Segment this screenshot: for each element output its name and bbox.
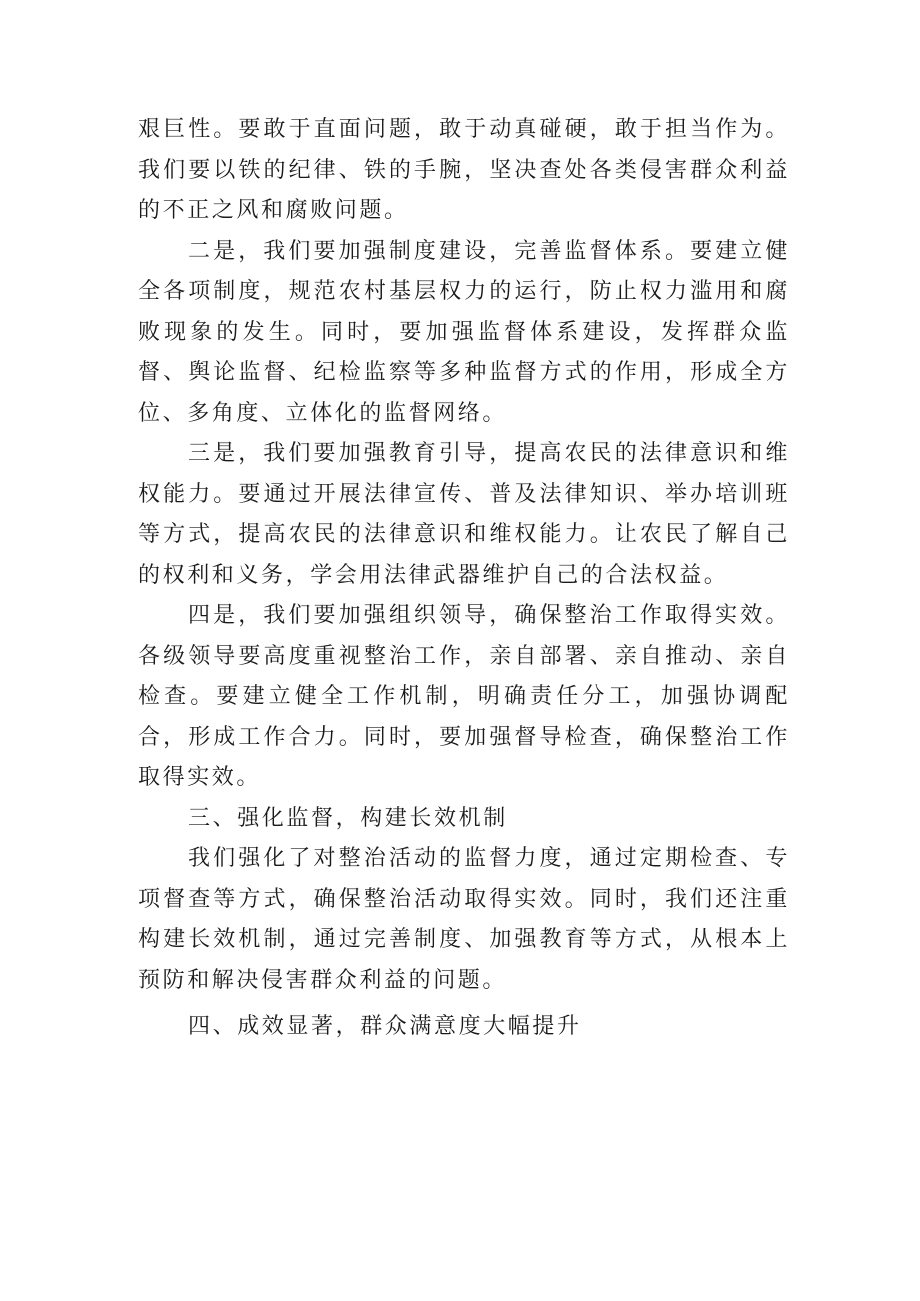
paragraph-point-three: 三是，我们要加强教育引导，提高农民的法律意识和维权能力。要通过开展法律宣传、普及法律知识、举办培训班等方式，提高农民的法律意识和维权能力。让农民了解自己的权利和义务，学会用法律武器维护自己的合法权益。 xyxy=(138,441,790,588)
paragraph-point-two: 二是，我们要加强制度建设，完善监督体系。要建立健全各项制度，规范农村基层权力的运行，防止权力滥用和腐败现象的发生。同时，要加强监督体系建设，发挥群众监督、舆论监督、纪检监察等多种监督方式的作用，形成全方位、多角度、立体化的监督网络。 xyxy=(138,238,790,426)
document-body xyxy=(138,110,790,1048)
paragraph-point-four: 四是，我们要加强组织领导，确保整治工作取得实效。各级领导要高度重视整治工作，亲自部署、亲自推动、亲自检查。要建立健全工作机制，明确责任分工，加强协调配合，形成工作合力。同时，要加强督导检查，确保整治工作取得实效。 xyxy=(138,603,790,790)
section-heading-three: 三、强化监督，构建长效机制 xyxy=(188,805,508,831)
section-heading-four: 四、成效显著，群众满意度大幅提升 xyxy=(188,1014,582,1039)
paragraph-continuation: 艰巨性。要敢于直面问题，敢于动真碰硬，敢于担当作为。我们要以铁的纪律、铁的手腕，坚决查处各类侵害群众利益的不正之风和腐败问题。 xyxy=(138,117,790,223)
paragraph-supervision: 我们强化了对整治活动的监督力度，通过定期检查、专项督查等方式，确保整治活动取得实效。同时，我们还注重构建长效机制，通过完善制度、加强教育等方式，从根本上预防和解决侵害群众利益的问题。 xyxy=(138,846,790,993)
